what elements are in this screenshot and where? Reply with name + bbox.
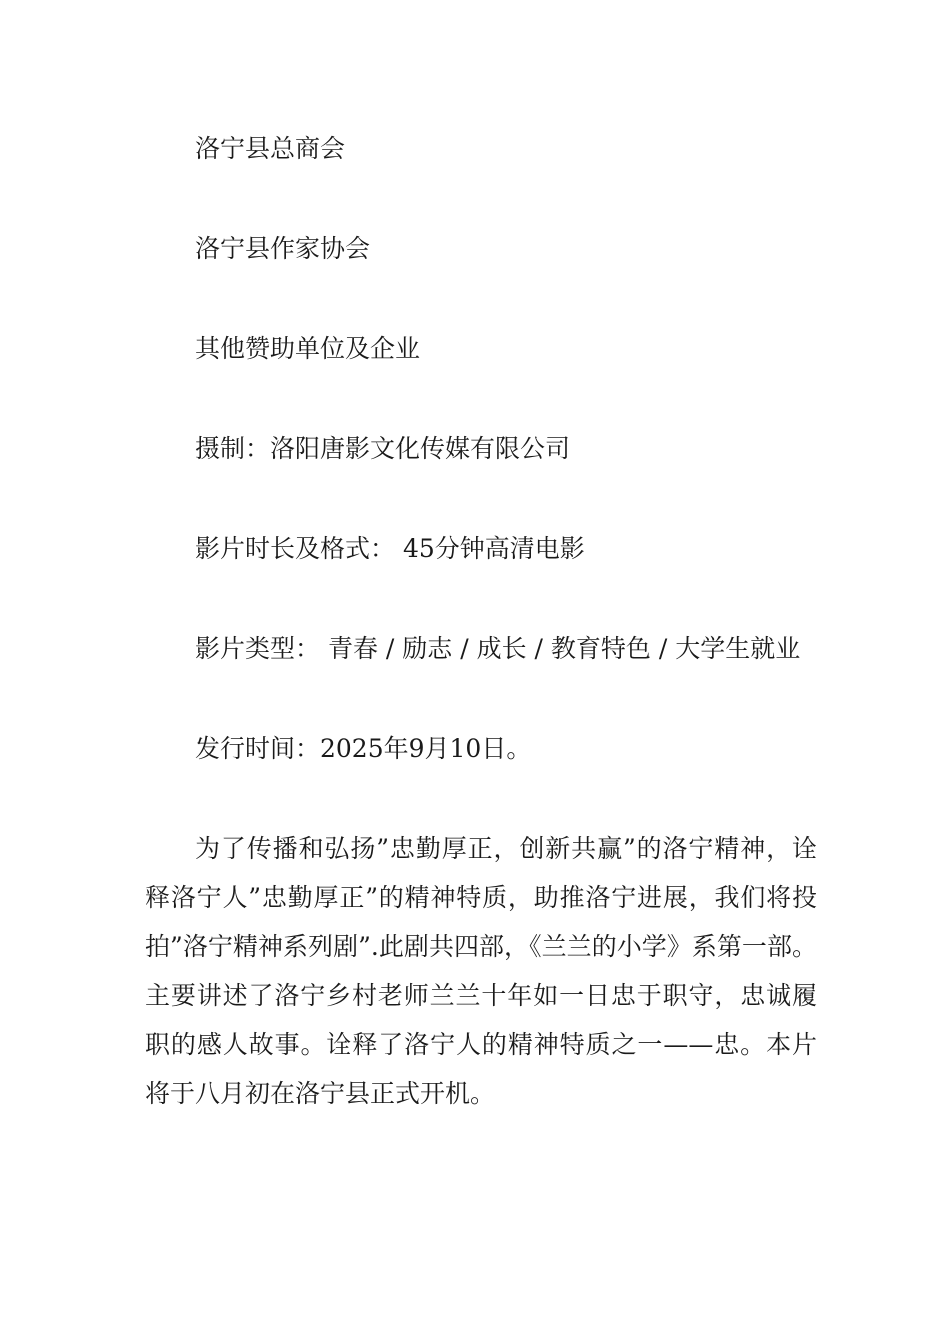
release-date-line: 发行时间：2025年9月10日。 — [195, 734, 532, 763]
genre-line: 影片类型： 青春 / 励志 / 成长 / 教育特色 / 大学生就业 — [195, 634, 801, 663]
document-body — [145, 124, 817, 1118]
producer-line: 摄制：洛阳唐影文化传媒有限公司 — [195, 434, 571, 463]
sponsor-line-other-sponsors: 其他赞助单位及企业 — [195, 334, 421, 363]
sponsor-line-writers-association: 洛宁县作家协会 — [195, 234, 371, 263]
sponsor-line-chamber-of-commerce: 洛宁县总商会 — [195, 134, 346, 163]
synopsis-paragraph: 为了传播和弘扬”忠勤厚正，创新共赢”的洛宁精神，诠释洛宁人”忠勤厚正”的精神特质，助推洛宁进展，我们将投拍”洛宁精神系列剧”.此剧共四部，《兰兰的小学》系第一部。主要讲述了洛宁乡村老师兰兰十年如一日忠于职守，忠诚履职的感人故事。诠释了洛宁人的精神特质之一——忠。本片将于八月初在洛宁县正式开机。 — [145, 834, 817, 1108]
duration-format-line: 影片时长及格式： 45分钟高清电影 — [195, 534, 585, 563]
